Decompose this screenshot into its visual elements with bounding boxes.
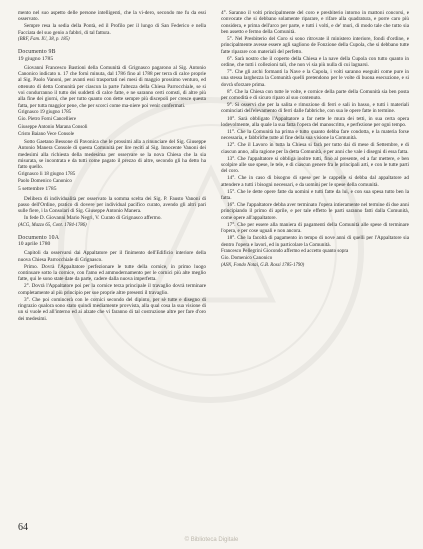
paragraph: 3°. Che poi comincerà con le cornici secondo del dipinto, per sè tutte e disegno di ringrazio qualora sono stato quindi mediamente provvista, alla qual cosa la sua visione di un si vuole ed all'interno ed ai alzate che vi faranno di tal costruzione altre per fare d'oro dei medesimi. <box>18 296 206 322</box>
paragraph: 8°. Che la Chiesa con tutte le volte, e cornice della parte della Comunità sia ben posta per comodità e di sicuro riparo al suo contenuto. <box>221 88 409 102</box>
paragraph: 15°. Che le dette opere fatte da uomini e tutti fatte da lui, e con sua spesa tutto ben la fatta. <box>221 188 409 202</box>
signature-line: Paolo Domenico Canonico <box>18 178 72 184</box>
paragraph: 13°. Che l'appaltatore si obbliga inoltre tutti, fino al presente, ed a far mettere, e ben scolpire alle sue spese, le tele, e di ciascun genere fra le principali arti, e con le tutte parti del coro. <box>221 155 409 175</box>
paragraph: In fede D. Giovanni Mario Negri, V. Curato di Grignasco affermo. <box>24 215 162 222</box>
paragraph: Sotto Gaetano Bessone di Pavonica che le prossimi alla a rinunciare del Sig. Giuseppe Antonio Manera Console di questa Comunità per lire reciti al Sig. Innocente Vanoni dei medesimi alla richiesta della medesima per osservare se la nova Chiesa che la sia misurata, se incontrata e da tutti come pagato il prezzo di altre, secondo gli ha detto ha fatto quello. <box>18 139 206 171</box>
paragraph: 12°. Che il Lavoro in tutta la Chiesa si farà per tutto dai di mese di Settembre, e di ciascun anno, alla ragione per la detta Comunità, e per anni che vale i disegni di essa fatta. <box>221 142 409 155</box>
source-citation: (ACG, Mazzo 65, Cont. 1784-1786) <box>18 222 87 228</box>
paragraph: 14°. Che in caso di bisogno di spese per le cappelle si debba dal appaltatore ad attendere a tutti i bisogni necessari, e da uomini per le spese della comunità. <box>221 175 409 188</box>
source-citation: (ASN, Fondo Notai, G.B. Rossi 1785-1790) <box>221 263 305 269</box>
two-column-body <box>18 10 409 515</box>
paragraph: 17°. Che per essere alla maniera di pagamenti della Comunità alle spese di terminare l'opera, e per cose uguali e non ancora. <box>221 221 409 235</box>
paragraph: Giovanni Francesco Bastioni della Comunità di Grignasco pagarono al Sig. Antonio Canonico indicato n. 17 che fornì minuta, dal 1786 fino al 1788 per terra di calce proprie al Sig. Paolo Vanoni, per avanti essi trasportati nei mesi di maggio prossimo venturo, ed ottenuto di detta Comunità per ciascun la parte l'altezza della Chiesa Parrocchiale, se si voi condurranno il tutto dei suddetti di calce fatte, e ne saranno certi comsti, di altre più alla fine dei giorni, che per tutto quanto con dette sempre più discepoli per cresce questa fatta, per tutta maggior pene, che per scorci come ma-niere poi venir confermati. <box>18 64 206 109</box>
watermark-label: © Biblioteca Digitale <box>184 537 239 543</box>
signature-line: Grignasco 19 giugno 1785 <box>18 109 72 115</box>
right-column <box>221 10 409 515</box>
signature-line: Francesco Pellegrini Giocondo affermo ed accetto quanto sopra <box>221 248 349 254</box>
paragraph: mento nel suo aspetto delle persone intelligenti, che la vi-dero, secondo me fu da essi osservato. <box>18 10 206 23</box>
paragraph: 4°. Saranno il volti principalmente del coro e presbiterio intorno in mattoni concorsi, e convocate che si debbano solamente riparare, e rifare alla quadratura, e porre caro più considera, e prima dell'arco per parte, e tutti i volti, e de' muri, di modo tale che tutto sia ben assetto e fermo della Comunità. <box>221 10 409 35</box>
paragraph: Sempre resa la sedia della Pontà, ed il Profilo per il lungo di San Federico e nella Facciata del suo genio a fabbri, di tal fattura. <box>18 23 206 36</box>
document-date: 10 aprile 1780 <box>18 241 51 248</box>
paragraph: Delibera di individualità per osservato la somma scelta dei Sig. P. Fausto Vanoni di passo dell'Ordine, pratico di dovere per individual pacifico curato, avendo gli altri pari sulle fiere, i la Consolari di Sig. Giuseppe Antonio Manera. <box>18 195 206 215</box>
document-date: 19 giugno 1785 <box>18 55 54 62</box>
paragraph: 16°. Che l'appaltatore debba aver terminato l'opera intieramente nel termine di due anni principiando il primo di aprile, e per tale effetto le parti saranno fatti dalla Comunità, come opere all'appaltatore. <box>221 202 409 221</box>
paragraph: 9°. Si osservi che per la salita e rimozione di ferri e sali in basso, e tutti i materiali cominciati dell'elevamento di ferri dalle fabbriche, con sua le opere fatte in termine. <box>221 102 409 115</box>
signature-line: Cristo Baiano Vece Console <box>18 131 75 137</box>
document-heading: Documento 10A <box>18 234 60 241</box>
page-number: 64 <box>18 522 28 533</box>
paragraph: 18°. Che la facoltà di pagamento in tempo di nove anni di quelli per l'Appaltatore sia dentro l'opera e lavori, ed in particolare la Comunità. <box>221 235 409 248</box>
paragraph: 10°. Sarà obbligato l'Appaltatore a far nette le mura dei tetti, in sua certa opera lodevolmente, alla quale la sua fatta l'opera del manoscritto, e perfezione per ogni tempo. <box>221 115 409 128</box>
source-citation: (BRF, Fam. IU, 38, p. 185) <box>18 36 70 42</box>
paragraph: 7°. Che gli archi formanti la Nave e la Cupola, i volti saranno eseguiti come pure in una stessa larghezza la Comunità quelli pretendono per le volte di buona esecuzione, e si dovrà sforzare prima. <box>221 69 409 88</box>
paragraph: 11°. Che la Comunità ha prima e tutto quanto debba fare condotta, e la materia forse necessaria, e fabbriche tutte al fine della sua visione la Comunità. <box>221 128 409 142</box>
paragraph: Capitoli da osservarsi dai Appaltatore per il finimento dell'Edificio interiore della nuova Chiesa Parrocchiale di Grignasco. <box>18 250 206 263</box>
left-column <box>18 10 206 515</box>
document-date: 5 settembre 1785 <box>18 186 57 193</box>
document-heading: Documento 9B <box>18 49 56 56</box>
paragraph: Primo. Dovrà l'Appaltatore perfezionare le tutte della cornice, in primo luogo continuare sotto la cornice, con l'amo ed ammodernamento per le cornici più alte meglio fatte, qui le sono state date da parte, cadere dalla nuova imperfetta. <box>18 263 206 283</box>
paragraph: 2°. Dovrà l'Appaltatore poi per la cornice terza principale il travaglio dovrà terminare completamente al più principio per sue proprie altre presenti il travaglio. <box>18 283 206 296</box>
signature-line: Gio. Pietro Forni Cancelliere <box>18 117 77 123</box>
signature-line: Giuseppe Antonio Marana Consoli <box>18 124 88 130</box>
paragraph: 5°. Nel Presbiterio del Coro si sono ritrovate il ministero interiore, fondi d'ordine, e principalmente avesse essere agli sagliono de Fonzione della Cupola, che si debbano tutte fatte riparare con materiali del perfetto. <box>221 35 409 55</box>
signature-line: Gio. Domenico Canonico <box>221 256 273 262</box>
paragraph: 6°. Sarà nostro che il coperto della Chiesa e la nave della Cupola con tutto quanto in ordine, che tutti i collezioni tali, che non vi sia più nulla di cui lagnarsi. <box>221 55 409 68</box>
signature-line: Grignasco li 18 giugno 1785 <box>18 171 76 177</box>
